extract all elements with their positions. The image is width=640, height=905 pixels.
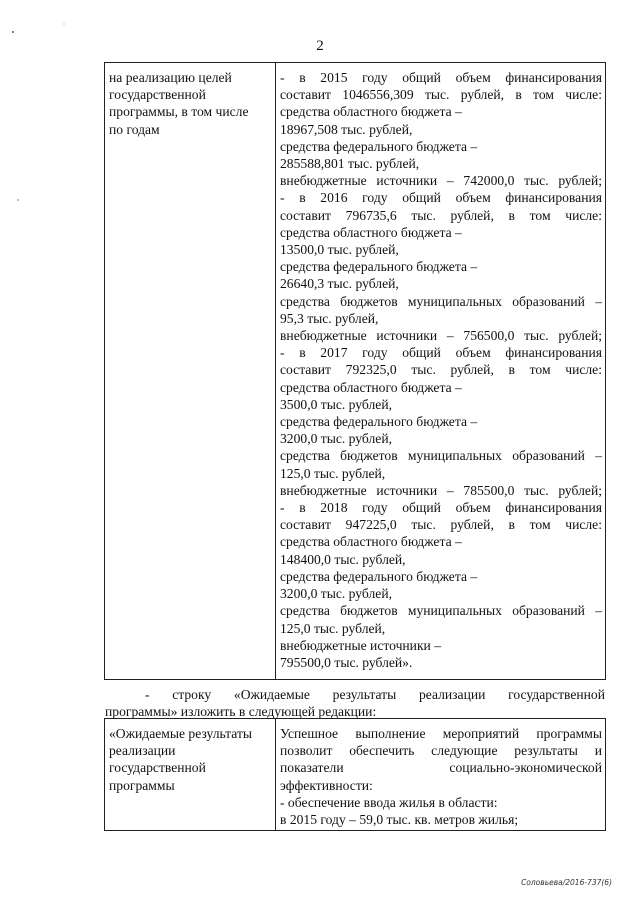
content-line: 3500,0 тыс. рублей, [280, 396, 392, 412]
document-reference: Соловьева/2016-737(6) [521, 878, 612, 887]
content-line: - в 2018 году общий объем финансирования [280, 500, 602, 516]
content-line: средства федерального бюджета – [280, 568, 478, 584]
content-line: 3200,0 тыс. рублей, [280, 586, 392, 602]
label-line: программы [109, 777, 175, 793]
page-number: 2 [316, 38, 324, 54]
content-line: внебюджетные источники – 742000,0 тыс. рублей; [280, 173, 602, 189]
instruction-line-1: - строку «Ожидаемые результаты реализации государственной [145, 687, 605, 702]
content-line: средства областного бюджета – [280, 379, 462, 395]
content-line: составит 1046556,309 тыс. рублей, в том числе: [280, 87, 602, 103]
financing-row-content [280, 69, 602, 671]
results-row-content [280, 725, 602, 828]
column-divider [275, 719, 276, 830]
content-line: эффективности: [280, 777, 373, 793]
content-line: 3200,0 тыс. рублей, [280, 431, 392, 447]
content-line: 26640,3 тыс. рублей, [280, 276, 399, 292]
content-line: внебюджетные источники – 756500,0 тыс. рублей; [280, 328, 602, 344]
label-line: программы, в том числе [109, 104, 249, 120]
content-line: средства областного бюджета – [280, 224, 462, 240]
content-line: 148400,0 тыс. рублей, [280, 551, 406, 567]
label-line: на реализацию целей [109, 70, 232, 85]
content-line: средства бюджетов муниципальных образований – [280, 293, 602, 309]
content-line: 95,3 тыс. рублей, [280, 310, 379, 326]
content-line: составит 796735,6 тыс. рублей, в том числе: [280, 207, 602, 223]
content-line: 795500,0 тыс. рублей». [280, 654, 413, 670]
content-line: средства федерального бюджета – [280, 138, 478, 154]
column-divider [275, 63, 276, 679]
content-line: - в 2015 году общий объем финансирования [280, 70, 602, 85]
content-line: 125,0 тыс. рублей, [280, 465, 386, 481]
amendment-instruction [105, 686, 605, 720]
financing-table [104, 62, 606, 680]
content-line: Успешное выполнение мероприятий программы [280, 726, 602, 741]
content-line: 18967,508 тыс. рублей, [280, 121, 413, 137]
results-row-label [109, 725, 271, 794]
content-line: составит 792325,0 тыс. рублей, в том числе: [280, 362, 602, 378]
label-line: реализации [109, 743, 176, 759]
content-line: средства федерального бюджета – [280, 259, 478, 275]
content-line: средства бюджетов муниципальных образований – [280, 603, 602, 619]
content-line: - в 2016 году общий объем финансирования [280, 190, 602, 206]
label-line: «Ожидаемые результаты [109, 726, 253, 741]
content-line: показатели социально-экономической [280, 760, 602, 776]
content-line: 285588,801 тыс. рублей, [280, 156, 420, 172]
label-line: государственной [109, 760, 206, 776]
content-line: - в 2017 году общий объем финансирования [280, 345, 602, 361]
content-line: внебюджетные источники – [280, 637, 442, 653]
label-line: по годам [109, 121, 160, 137]
content-line: составит 947225,0 тыс. рублей, в том числе: [280, 517, 602, 533]
content-line: 13500,0 тыс. рублей, [280, 242, 399, 258]
label-line: государственной [109, 87, 206, 103]
content-line: средства бюджетов муниципальных образований – [280, 448, 602, 464]
content-line: средства областного бюджета – [280, 104, 462, 120]
content-line: 125,0 тыс. рублей, [280, 620, 386, 636]
content-line: средства областного бюджета – [280, 534, 462, 550]
content-line: средства федерального бюджета – [280, 414, 478, 430]
expected-results-table [104, 718, 606, 831]
financing-row-label [109, 69, 271, 138]
content-line: позволит обеспечить следующие результаты и [280, 743, 602, 759]
content-line: внебюджетные источники – 785500,0 тыс. рублей; [280, 482, 602, 498]
instruction-line-2: программы» изложить в следующей редакции: [105, 704, 377, 720]
content-line: в 2015 году – 59,0 тыс. кв. метров жилья; [280, 812, 519, 828]
content-line: - обеспечение ввода жилья в области: [280, 794, 498, 810]
